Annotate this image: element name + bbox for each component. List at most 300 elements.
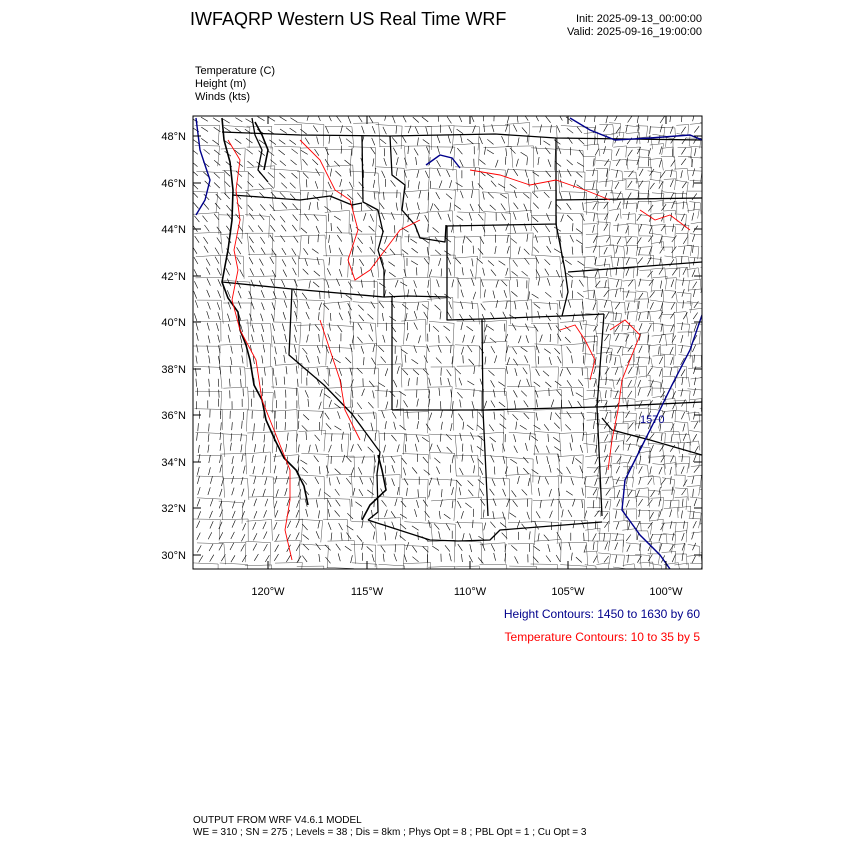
wind-barb bbox=[473, 292, 476, 300]
county-line bbox=[648, 171, 661, 184]
wind-barb bbox=[616, 466, 619, 473]
county-line bbox=[453, 143, 480, 165]
wind-barb bbox=[540, 335, 543, 343]
wind-barb bbox=[447, 117, 451, 124]
wind-barb bbox=[315, 324, 320, 330]
wind-barb bbox=[228, 324, 230, 332]
wind-barb bbox=[286, 444, 287, 452]
county-line bbox=[297, 171, 324, 196]
wind-barb bbox=[583, 433, 584, 441]
wind-barb bbox=[339, 248, 343, 255]
county-line bbox=[703, 332, 718, 345]
county-line bbox=[585, 577, 598, 589]
county-line bbox=[599, 311, 614, 321]
wind-barb bbox=[604, 125, 608, 132]
county-line bbox=[597, 522, 609, 532]
wind-barb bbox=[407, 488, 408, 496]
county-line bbox=[664, 574, 676, 585]
wind-barb bbox=[194, 281, 197, 288]
wind-barb bbox=[606, 489, 611, 496]
wind-barb bbox=[639, 248, 641, 256]
wind-barb bbox=[338, 411, 341, 419]
wind-barb bbox=[548, 434, 549, 442]
wind-barb bbox=[693, 366, 696, 374]
county-line bbox=[703, 201, 714, 214]
wind-barb bbox=[418, 138, 419, 146]
wind-barb bbox=[513, 347, 517, 354]
wind-barb bbox=[659, 499, 661, 507]
wind-barb bbox=[525, 170, 527, 178]
wind-barb bbox=[341, 444, 342, 452]
wind-barb bbox=[316, 444, 318, 452]
wind-barb bbox=[303, 173, 309, 179]
wind-barb bbox=[661, 379, 663, 387]
wind-barb bbox=[499, 261, 506, 266]
wind-barb bbox=[203, 237, 208, 244]
wind-barb bbox=[472, 301, 473, 309]
wind-barb bbox=[423, 369, 429, 375]
county-line bbox=[219, 344, 247, 367]
wind-barb bbox=[494, 553, 496, 561]
wind-barb bbox=[390, 249, 395, 255]
county-line bbox=[301, 544, 329, 568]
county-line bbox=[613, 333, 627, 347]
county-line bbox=[687, 441, 700, 450]
wind-barb bbox=[451, 410, 453, 418]
county-line bbox=[404, 545, 428, 568]
wind-barb bbox=[528, 179, 529, 187]
wind-barb bbox=[473, 520, 474, 528]
wind-barb bbox=[423, 500, 428, 507]
county-line bbox=[678, 245, 692, 256]
wind-barb bbox=[477, 258, 483, 263]
wind-barb bbox=[472, 401, 474, 409]
county-line bbox=[482, 499, 510, 520]
wind-barb bbox=[528, 478, 530, 486]
county-line bbox=[430, 255, 455, 277]
wind-barb bbox=[491, 270, 496, 276]
wind-barb bbox=[681, 148, 685, 155]
wind-barb bbox=[538, 476, 540, 484]
county-line bbox=[427, 410, 454, 430]
wind-barb bbox=[615, 411, 617, 419]
county-line bbox=[701, 445, 714, 455]
wind-barb bbox=[483, 510, 484, 518]
wind-barb bbox=[507, 499, 510, 507]
county-line bbox=[454, 126, 480, 150]
wind-barb bbox=[210, 511, 213, 518]
wind-barb bbox=[382, 411, 385, 419]
wind-barb bbox=[235, 139, 242, 144]
wind-barb bbox=[659, 347, 660, 355]
wind-barb bbox=[525, 258, 530, 265]
wind-barb bbox=[320, 291, 321, 299]
wind-barb bbox=[313, 282, 319, 287]
wind-barb bbox=[511, 545, 517, 550]
wind-barb bbox=[252, 334, 254, 342]
wind-barb bbox=[682, 489, 687, 496]
county-line bbox=[249, 476, 273, 500]
wind-barb bbox=[355, 502, 362, 507]
wind-barb bbox=[325, 206, 331, 211]
wind-barb bbox=[626, 535, 631, 541]
wind-barb bbox=[361, 280, 362, 288]
wind-barb bbox=[319, 334, 320, 342]
wind-barb bbox=[638, 499, 642, 506]
wind-barb bbox=[213, 118, 220, 122]
county-line bbox=[651, 498, 664, 511]
wind-barb bbox=[578, 401, 582, 408]
county-line bbox=[505, 365, 531, 387]
county-line bbox=[613, 485, 629, 497]
wind-barb bbox=[470, 269, 473, 277]
wind-barb bbox=[448, 136, 450, 144]
wind-barb bbox=[485, 324, 488, 332]
wind-barb bbox=[196, 356, 197, 364]
county-line bbox=[597, 352, 612, 363]
wind-barb bbox=[325, 413, 330, 420]
wind-barb bbox=[422, 117, 428, 122]
lat-label: 48°N bbox=[161, 131, 186, 143]
wind-barb bbox=[637, 521, 640, 528]
county-line bbox=[479, 432, 503, 453]
wind-barb bbox=[397, 366, 399, 374]
county-line bbox=[376, 167, 405, 190]
wind-barb bbox=[379, 302, 384, 308]
wind-barb bbox=[670, 347, 673, 354]
wind-barb bbox=[397, 400, 398, 408]
wind-barb bbox=[328, 182, 331, 189]
wind-barb bbox=[337, 235, 342, 242]
wind-barb bbox=[264, 510, 267, 517]
county-line bbox=[635, 497, 650, 508]
wind-barb bbox=[457, 501, 461, 508]
wind-barb bbox=[274, 522, 277, 529]
wind-barb bbox=[441, 410, 443, 418]
wind-barb bbox=[292, 248, 296, 255]
wind-barb bbox=[693, 168, 695, 176]
wind-barb bbox=[403, 369, 408, 375]
wind-barb bbox=[348, 116, 351, 123]
wind-barb bbox=[345, 546, 352, 551]
county-line bbox=[505, 123, 530, 145]
wind-barb bbox=[385, 236, 388, 244]
wind-barb bbox=[518, 476, 520, 484]
wind-barb bbox=[334, 216, 341, 220]
wind-barb bbox=[627, 237, 632, 243]
wind-barb bbox=[628, 391, 632, 398]
wind-barb bbox=[279, 140, 285, 145]
wind-barb bbox=[510, 148, 516, 154]
wind-barb bbox=[693, 521, 697, 528]
wind-barb bbox=[238, 301, 241, 309]
county-line bbox=[600, 410, 611, 422]
wind-barb bbox=[561, 215, 564, 223]
wind-barb bbox=[490, 522, 495, 528]
wind-barb bbox=[374, 366, 375, 374]
county-line bbox=[195, 145, 220, 166]
county-line bbox=[193, 563, 218, 586]
county-line bbox=[247, 432, 273, 453]
wind-barb bbox=[303, 415, 309, 421]
county-line bbox=[193, 191, 218, 213]
wind-barb bbox=[302, 348, 307, 354]
wind-barb bbox=[287, 433, 288, 441]
wind-barb bbox=[326, 346, 329, 354]
wind-barb bbox=[441, 489, 442, 497]
wind-barb bbox=[345, 160, 351, 165]
wind-barb bbox=[535, 235, 537, 243]
wind-barb bbox=[514, 434, 516, 442]
county-line bbox=[677, 324, 690, 337]
wind-barb bbox=[219, 543, 223, 550]
wind-barb bbox=[197, 521, 200, 528]
county-line bbox=[609, 245, 625, 259]
wind-barb bbox=[296, 510, 299, 517]
wind-barb bbox=[248, 161, 254, 166]
county-line bbox=[353, 123, 380, 147]
wind-barb bbox=[227, 258, 231, 265]
wind-barb bbox=[695, 148, 697, 156]
wind-barb bbox=[220, 455, 222, 463]
county-line bbox=[195, 409, 223, 430]
wind-barb bbox=[683, 237, 687, 244]
wind-barb bbox=[338, 302, 340, 310]
wind-barb bbox=[515, 556, 519, 563]
wind-barb bbox=[195, 236, 199, 243]
wind-barb bbox=[391, 180, 396, 186]
county-line bbox=[275, 563, 302, 584]
wind-barb bbox=[538, 278, 540, 286]
wind-barb bbox=[415, 509, 417, 517]
wind-barb bbox=[335, 392, 341, 397]
wind-barb bbox=[492, 443, 494, 451]
wind-barb bbox=[381, 546, 386, 553]
wind-barb bbox=[264, 368, 265, 376]
wind-barb bbox=[572, 434, 573, 442]
wind-barb bbox=[491, 401, 495, 408]
wind-barb bbox=[458, 414, 462, 421]
wind-barb bbox=[460, 468, 464, 475]
wind-barb bbox=[550, 334, 551, 342]
wind-barb bbox=[249, 226, 254, 233]
wind-barb bbox=[206, 268, 210, 275]
county-line bbox=[273, 209, 301, 230]
wind-barb bbox=[261, 290, 264, 297]
wind-barb bbox=[379, 203, 384, 209]
wind-barb bbox=[269, 140, 276, 145]
wind-barb bbox=[518, 336, 521, 344]
county-line bbox=[639, 321, 653, 331]
wind-barb bbox=[410, 239, 417, 243]
wind-barb bbox=[270, 235, 275, 242]
county-line bbox=[377, 323, 405, 344]
wind-barb bbox=[681, 214, 684, 221]
wind-barb bbox=[536, 399, 537, 407]
wind-barb bbox=[426, 127, 428, 135]
wind-barb bbox=[594, 114, 595, 122]
wind-barb bbox=[252, 325, 254, 333]
wind-barb bbox=[626, 125, 628, 133]
wind-barb bbox=[683, 424, 685, 432]
wind-barb bbox=[550, 511, 553, 518]
wind-barb bbox=[363, 357, 364, 365]
wind-barb bbox=[694, 499, 697, 507]
wind-barb bbox=[545, 477, 548, 484]
county-line bbox=[508, 544, 534, 566]
wind-barb bbox=[249, 257, 253, 264]
wind-barb bbox=[339, 136, 341, 144]
wind-barb bbox=[359, 259, 363, 266]
wind-barb bbox=[280, 161, 286, 166]
wind-barb bbox=[463, 355, 464, 363]
wind-barb bbox=[536, 256, 539, 263]
wind-barb bbox=[650, 534, 653, 541]
wind-barb bbox=[490, 489, 495, 496]
wind-barb bbox=[650, 512, 654, 519]
wind-barb bbox=[681, 256, 682, 264]
wind-barb bbox=[324, 394, 331, 399]
wind-barb bbox=[270, 225, 275, 231]
wind-barb bbox=[196, 323, 198, 331]
wind-barb bbox=[557, 532, 561, 539]
wind-barb bbox=[383, 192, 384, 200]
wind-barb bbox=[396, 356, 398, 364]
wind-barb bbox=[584, 545, 586, 553]
wind-barb bbox=[660, 281, 661, 289]
wind-barb bbox=[417, 421, 419, 429]
county-line bbox=[275, 519, 303, 542]
wind-barb bbox=[273, 368, 274, 376]
wind-barb bbox=[279, 150, 285, 155]
wind-barb bbox=[628, 456, 631, 463]
wind-barb bbox=[325, 126, 328, 133]
wind-barb bbox=[230, 543, 234, 550]
wind-barb bbox=[626, 411, 630, 418]
wind-barb bbox=[560, 179, 562, 187]
wind-barb bbox=[500, 194, 507, 198]
model-version: OUTPUT FROM WRF V4.6.1 MODEL bbox=[193, 815, 362, 826]
wind-barb bbox=[628, 380, 632, 387]
valid-time: Valid: 2025-09-16_19:00:00 bbox=[567, 26, 702, 38]
wind-barb bbox=[324, 492, 330, 497]
wind-barb bbox=[670, 544, 674, 551]
wind-barb bbox=[349, 423, 351, 431]
wind-barb bbox=[240, 270, 244, 277]
map-title: IWFAQRP Western US Real Time WRF bbox=[190, 9, 507, 29]
wind-barb bbox=[467, 425, 473, 430]
wind-barb bbox=[540, 125, 542, 133]
county-line bbox=[596, 277, 609, 289]
wind-barb bbox=[259, 259, 263, 266]
wind-barb bbox=[471, 223, 472, 231]
county-line bbox=[623, 572, 638, 585]
wind-barb bbox=[474, 168, 475, 176]
county-line bbox=[678, 390, 690, 403]
county-line bbox=[327, 567, 354, 589]
wind-barb bbox=[412, 467, 417, 473]
wind-barb bbox=[316, 531, 319, 538]
wind-barb bbox=[437, 478, 439, 486]
wind-barb bbox=[682, 553, 683, 561]
wind-barb bbox=[570, 193, 572, 201]
wind-barb bbox=[479, 347, 483, 354]
wind-barb bbox=[406, 542, 409, 550]
wind-barb bbox=[670, 455, 674, 462]
wind-barb bbox=[628, 490, 633, 497]
wind-barb bbox=[448, 214, 451, 222]
wind-barb bbox=[514, 203, 519, 209]
county-line bbox=[704, 211, 716, 225]
wind-barb bbox=[532, 172, 539, 177]
wind-barb bbox=[461, 290, 463, 298]
wind-barb bbox=[446, 337, 451, 344]
wind-barb bbox=[580, 466, 583, 473]
wind-barb bbox=[467, 381, 474, 385]
wind-barb bbox=[297, 500, 300, 508]
wind-barb bbox=[548, 159, 551, 167]
county-line bbox=[662, 314, 675, 326]
wind-barb bbox=[272, 302, 275, 310]
wind-barb bbox=[220, 465, 222, 473]
wind-barb bbox=[693, 313, 698, 320]
wind-barb bbox=[638, 388, 640, 396]
lat-label: 34°N bbox=[161, 457, 186, 469]
wind-barb bbox=[373, 158, 374, 166]
wind-barb bbox=[491, 346, 495, 353]
wind-barb bbox=[547, 278, 550, 286]
county-line bbox=[245, 189, 273, 210]
wind-barb bbox=[315, 181, 318, 189]
county-line bbox=[505, 457, 533, 482]
wind-barb bbox=[478, 183, 483, 189]
wind-barb bbox=[342, 432, 343, 440]
wind-barb bbox=[504, 388, 505, 396]
wind-barb bbox=[340, 179, 342, 187]
wind-barb bbox=[682, 182, 687, 189]
wind-barb bbox=[261, 314, 264, 322]
wind-barb bbox=[353, 488, 355, 496]
wind-barb bbox=[276, 377, 277, 385]
wind-barb bbox=[616, 214, 619, 221]
wind-barb bbox=[454, 205, 460, 210]
wind-barb bbox=[480, 489, 484, 496]
wind-barb bbox=[494, 412, 495, 420]
wind-barb bbox=[557, 390, 562, 396]
wind-barb bbox=[567, 215, 573, 221]
county-line bbox=[675, 225, 689, 237]
wind-barb bbox=[531, 436, 537, 441]
wind-barb bbox=[606, 467, 607, 475]
county-line bbox=[639, 270, 652, 280]
wind-barb bbox=[438, 345, 441, 352]
wind-barb bbox=[341, 146, 342, 154]
wind-barb bbox=[651, 490, 655, 497]
wind-barb bbox=[510, 184, 517, 188]
wind-barb bbox=[628, 212, 629, 220]
wind-barb bbox=[286, 466, 288, 474]
wind-barb bbox=[683, 300, 684, 308]
wind-barb bbox=[302, 467, 308, 473]
wind-barb bbox=[367, 547, 373, 552]
county-line bbox=[326, 325, 354, 350]
wind-barb bbox=[264, 434, 265, 442]
county-line bbox=[688, 157, 703, 167]
wind-barb bbox=[527, 379, 530, 387]
county-line bbox=[638, 523, 652, 534]
county-line bbox=[622, 421, 635, 431]
wind-barb bbox=[461, 554, 462, 562]
